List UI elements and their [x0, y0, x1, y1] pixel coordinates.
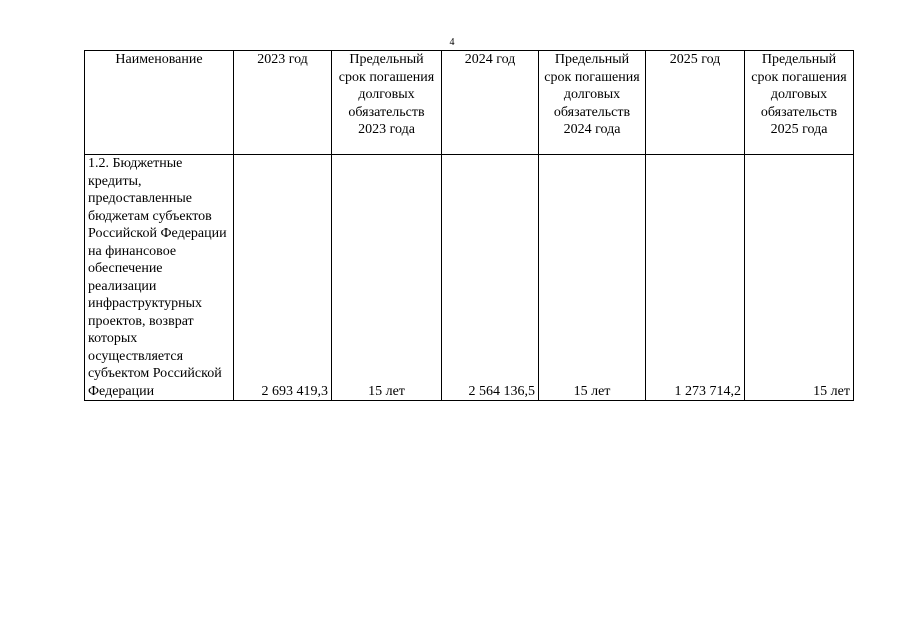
debt-obligations-table: [84, 50, 854, 401]
header-2024: 2024 год: [442, 51, 539, 155]
row-name: 1.2. Бюджетные кредиты, предоставленные бюджетам субъектов Российской Федерации на финансовое обеспечение реализации инфраструктурных проектов, возврат которых осуществляется субъектом Российской Федерации: [85, 155, 234, 401]
header-2023: 2023 год: [234, 51, 332, 155]
row-term-2025: 15 лет: [745, 155, 854, 401]
header-term-2023: Предельный срок погашения долговых обязательств 2023 года: [332, 51, 442, 155]
page-number: 4: [449, 37, 455, 48]
row-amount-2024: 2 564 136,5: [442, 155, 539, 401]
row-term-2023: 15 лет: [332, 155, 442, 401]
header-name: Наименование: [85, 51, 234, 155]
header-term-2025: Предельный срок погашения долговых обязательств 2025 года: [745, 51, 854, 155]
header-2025: 2025 год: [646, 51, 745, 155]
row-term-2024: 15 лет: [539, 155, 646, 401]
header-term-2024: Предельный срок погашения долговых обязательств 2024 года: [539, 51, 646, 155]
table-row: [85, 155, 854, 401]
row-amount-2025: 1 273 714,2: [646, 155, 745, 401]
table-header-row: [85, 51, 854, 155]
row-amount-2023: 2 693 419,3: [234, 155, 332, 401]
